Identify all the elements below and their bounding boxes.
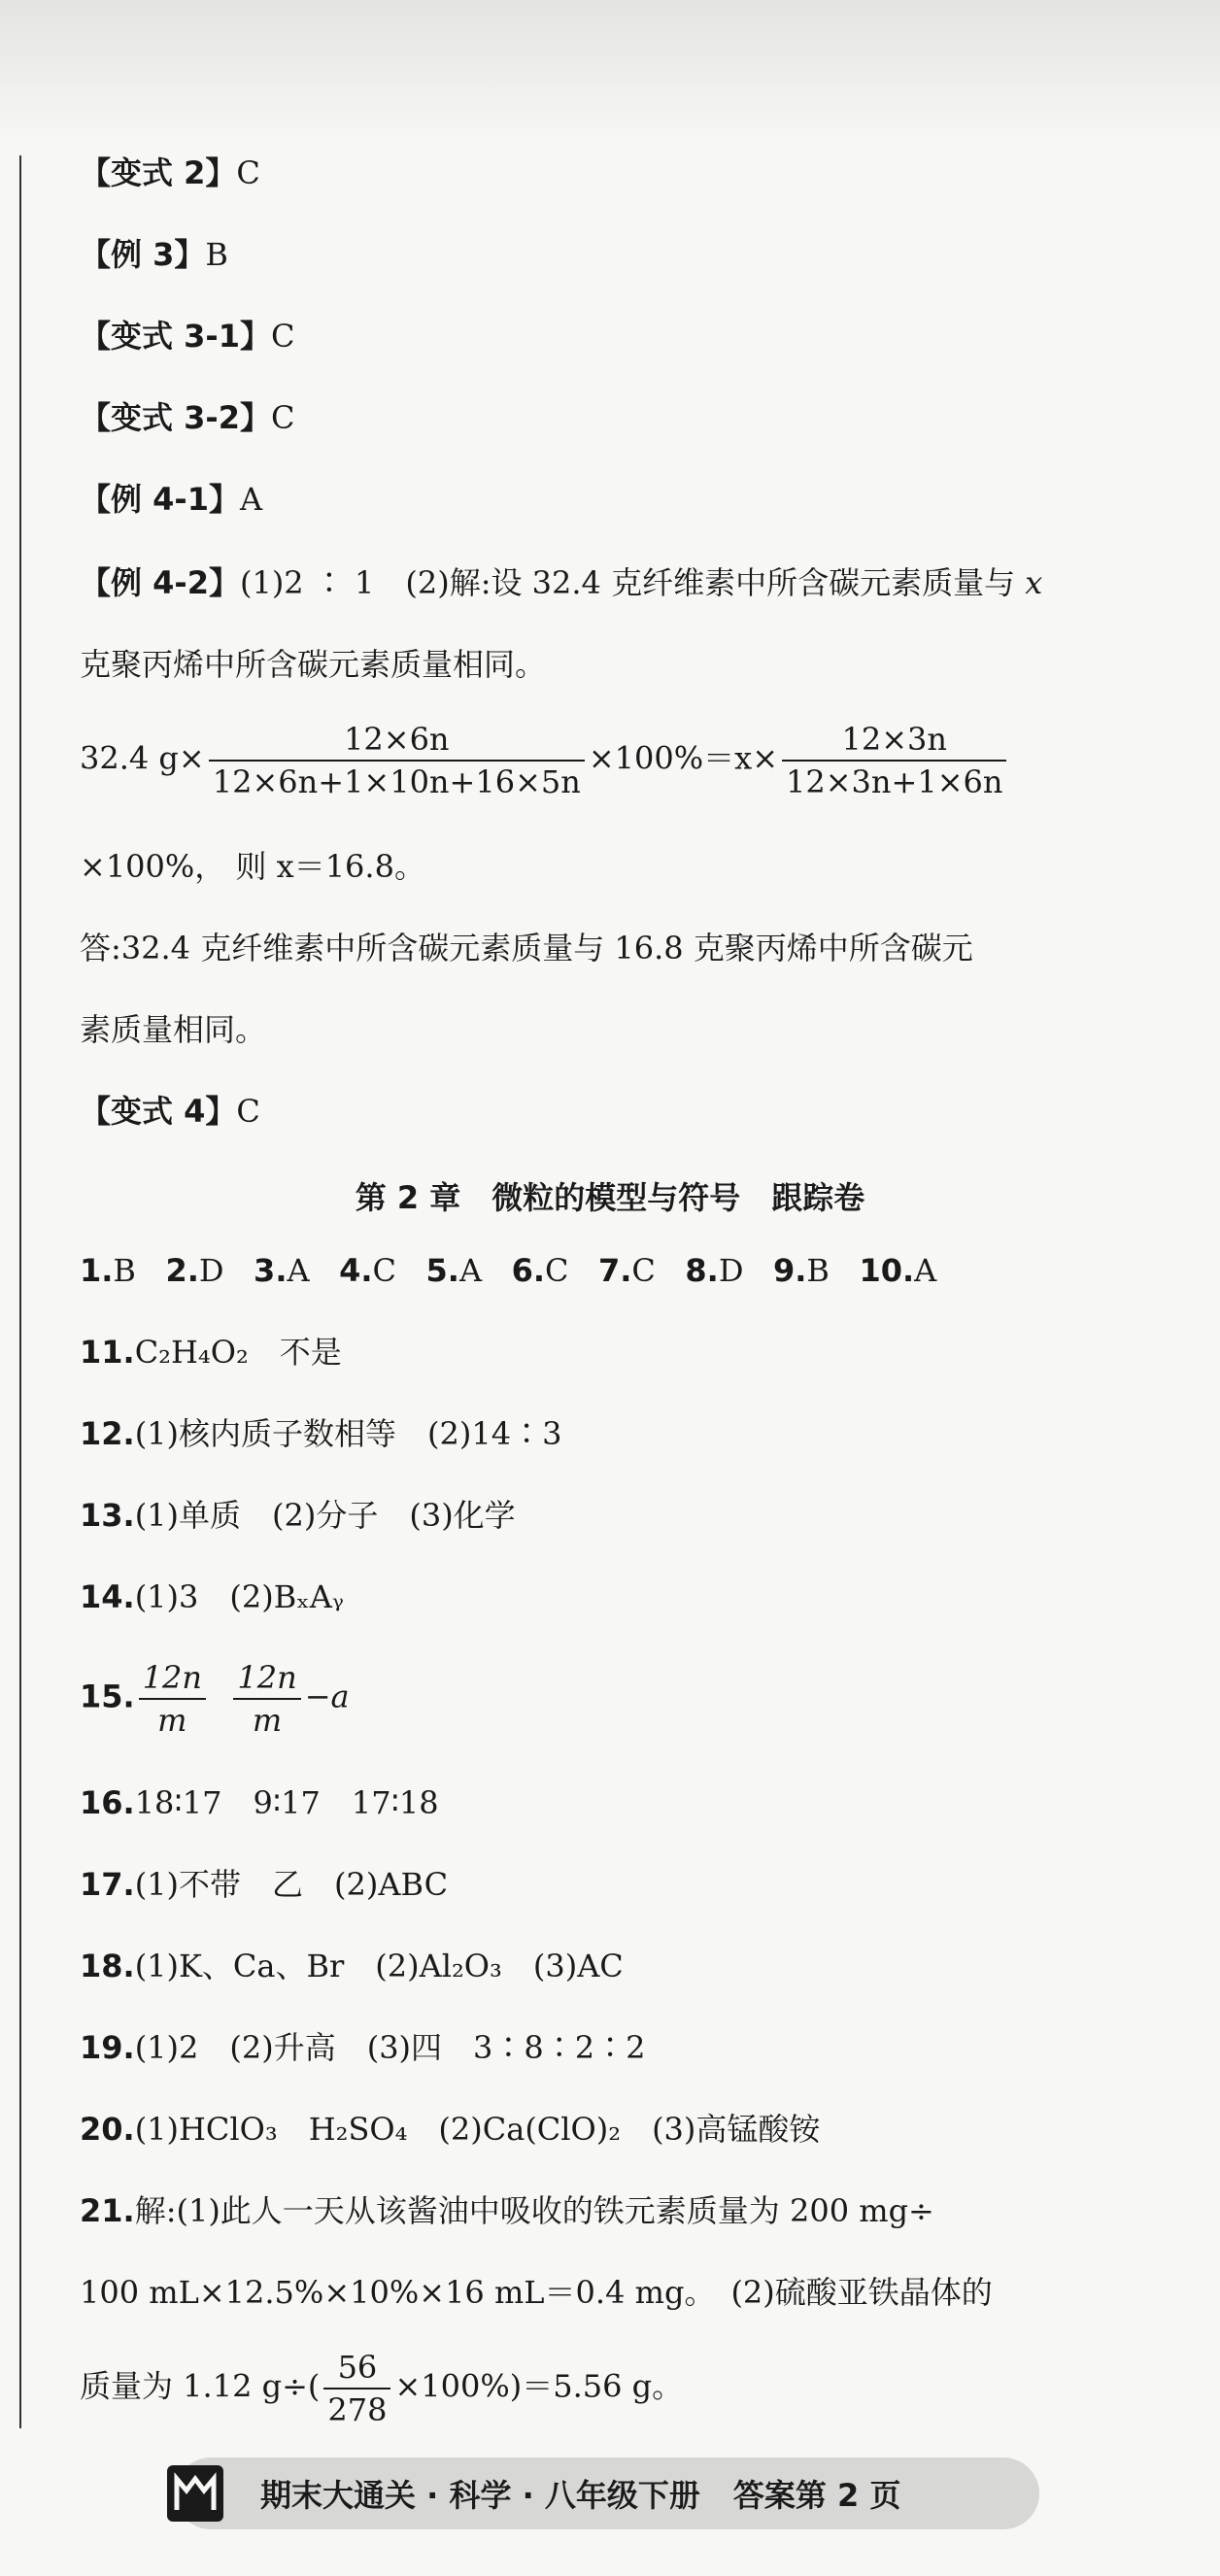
- answer-line: 答:32.4 克纤维素中所含碳元素质量与 16.8 克聚丙烯中所含碳元: [80, 930, 973, 966]
- answer-line: 【变式 4】C: [80, 1093, 260, 1130]
- answer-line: 17.(1)不带 乙 (2)ABC: [80, 1866, 449, 1903]
- footer-title: 期末大通关 · 科学 · 八年级下册: [260, 2477, 700, 2514]
- fraction: $\frac{12n}{m}$: [139, 1657, 206, 1741]
- answer-line: 16.18∶17 9∶17 17∶18: [80, 1784, 439, 1821]
- answer-line: 18.(1)K、Ca、Br (2)Al₂O₃ (3)AC: [80, 1948, 624, 1984]
- page-number: 答案第 2 页: [732, 2477, 901, 2514]
- answer-line: 19.(1)2 (2)升高 (3)四 3∶8∶2∶2: [80, 2029, 646, 2066]
- margin-rule: [19, 155, 21, 2428]
- answer-line: 11.C₂H₄O₂ 不是: [80, 1334, 342, 1371]
- answer-line: 【例 4-2】(1)2 ∶ 1 (2)解:设 32.4 克纤维素中所含碳元素质量与 x: [80, 564, 1043, 601]
- fraction: $\frac{56}{278}$: [323, 2347, 390, 2430]
- answer-line: 100 mL×12.5%×10%×16 mL＝0.4 mg。 (2)硫酸亚铁晶体的: [80, 2274, 993, 2311]
- answer-line: 【变式 3-2】C: [80, 399, 295, 436]
- answer-line: 【变式 2】C: [80, 154, 260, 191]
- answer-line: ×100%， 则 x＝16.8。: [80, 848, 425, 885]
- mc-answers: 1.B 2.D 3.A 4.C 5.A 6.C 7.C 8.D 9.B 10.A: [80, 1252, 937, 1289]
- page-footer: [175, 2457, 1039, 2529]
- page-top-shade: [0, 0, 1220, 146]
- book-logo-icon: [165, 2463, 225, 2524]
- answer-line: 【例 3】B: [80, 236, 228, 273]
- fraction: $\frac{12\times 3n}{12\times 3n+1\times 6n}$: [782, 719, 1006, 802]
- answer-line: 【变式 3-1】C: [80, 318, 295, 355]
- answer-line: 20.(1)HClO₃ H₂SO₄ (2)Ca(ClO)₂ (3)高锰酸铵: [80, 2111, 821, 2148]
- fraction: $\frac{12\times 6n}{12\times 6n+1\times 10n+16\times 5n}$: [209, 719, 585, 802]
- answer-line: 21.解:(1)此人一天从该酱油中吸收的铁元素质量为 200 mg÷: [80, 2192, 934, 2229]
- fraction: $\frac{12n}{m}$: [233, 1657, 300, 1741]
- section-title: 第 2 章 微粒的模型与符号 跟踪卷: [355, 1179, 865, 1216]
- answer-line-fraction: 质量为 1.12 g÷( $\frac{56}{278}$ ×100%)＝5.56 g。: [80, 2349, 684, 2428]
- answer-line: 14.(1)3 (2)BₓAᵧ: [80, 1578, 344, 1615]
- answer-line-fractions: 15. $\frac{12n}{m}$ $\frac{12n}{m}$ −a: [80, 1659, 350, 1739]
- answer-line: 【例 4-1】A: [80, 481, 263, 518]
- answer-line: 13.(1)单质 (2)分子 (3)化学: [80, 1497, 516, 1534]
- answer-line: 12.(1)核内质子数相等 (2)14∶3: [80, 1415, 562, 1452]
- answer-line: 克聚丙烯中所含碳元素质量相同。: [80, 646, 547, 683]
- equation: 32.4 g× $\frac{12\times 6n}{12\times 6n+1\times 10n+16\times 5n}$ ×100%＝x× $\frac{12\times 3n}{12\times 3n+1\times 6n}$: [80, 719, 1010, 802]
- answer-line: 素质量相同。: [80, 1011, 267, 1048]
